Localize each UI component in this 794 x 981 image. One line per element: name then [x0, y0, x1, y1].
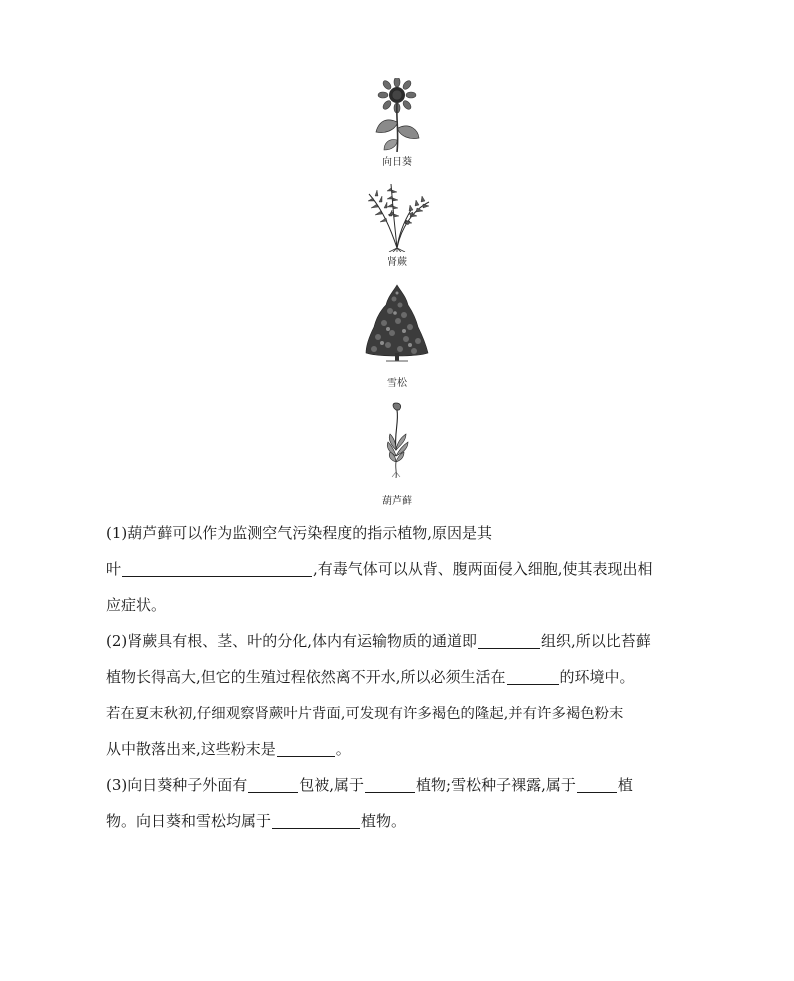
- q3-text: 植物;雪松种子裸露,属于: [416, 776, 576, 794]
- q3-text: 植物。: [361, 812, 407, 830]
- question-block: [106, 515, 690, 839]
- answer-blank-q3-cedar-type[interactable]: [577, 777, 617, 793]
- fern-illustration: [361, 180, 433, 252]
- q3-text: 植: [617, 776, 633, 794]
- answer-blank-q3-common[interactable]: [272, 813, 360, 829]
- q2-text: 的环境中。: [559, 668, 635, 686]
- q3-text: 包被,属于: [299, 776, 365, 794]
- q3-line-1: [106, 767, 690, 803]
- moss-figure: [0, 402, 794, 507]
- cedar-figure: [0, 283, 794, 389]
- sunflower-figure: [0, 78, 794, 168]
- q3-text: 物。向日葵和雪松均属于: [106, 812, 272, 830]
- sunflower-caption: 向日葵: [382, 157, 412, 168]
- q2-text: 组织,所以比苔藓: [541, 632, 651, 650]
- fern-figure: [0, 180, 794, 268]
- q2-text: 若在夏末秋初,仔细观察肾蕨叶片背面,可发现有许多褐色的隆起,并有许多褐色粉末: [106, 706, 624, 722]
- moss-illustration: [382, 402, 412, 478]
- q1-line-2: [106, 551, 690, 587]
- q3-text: (3)向日葵种子外面有: [106, 776, 248, 794]
- q3-line-2: [106, 803, 690, 839]
- q2-text: 植物长得高大,但它的生殖过程依然离不开水,所以必须生活在: [106, 668, 506, 686]
- answer-blank-q2-environment[interactable]: [507, 669, 559, 685]
- answer-blank-q3-covering[interactable]: [248, 777, 298, 793]
- answer-blank-q2-powder[interactable]: [277, 741, 335, 757]
- answer-blank-q3-sunflower-type[interactable]: [365, 777, 415, 793]
- q1-text: 叶: [106, 560, 122, 578]
- sunflower-illustration: [372, 78, 422, 152]
- moss-caption: 葫芦藓: [382, 496, 412, 507]
- q2-text: (2)肾蕨具有根、茎、叶的分化,体内有运输物质的通道即: [106, 632, 478, 650]
- q2-line-1: [106, 623, 690, 659]
- q1-text: ,有毒气体可以从背、腹两面侵入细胞,使其表现出相: [313, 560, 653, 578]
- answer-blank-q2-tissue[interactable]: [478, 633, 540, 649]
- fern-caption: 肾蕨: [387, 257, 407, 268]
- cedar-illustration: [364, 283, 430, 363]
- q2-line-4: [106, 731, 690, 767]
- q1-line-1: [106, 515, 690, 551]
- q2-line-3: [106, 695, 690, 731]
- q1-text: (1)葫芦藓可以作为监测空气污染程度的指示植物,原因是其: [106, 524, 493, 542]
- q1-line-3: [106, 587, 690, 623]
- q2-text: 从中散落出来,这些粉末是: [106, 740, 276, 758]
- q1-text: 应症状。: [106, 596, 167, 614]
- q2-line-2: [106, 659, 690, 695]
- cedar-caption: 雪松: [387, 378, 407, 389]
- answer-blank-q1[interactable]: [122, 561, 312, 577]
- q2-text: 。: [335, 740, 351, 758]
